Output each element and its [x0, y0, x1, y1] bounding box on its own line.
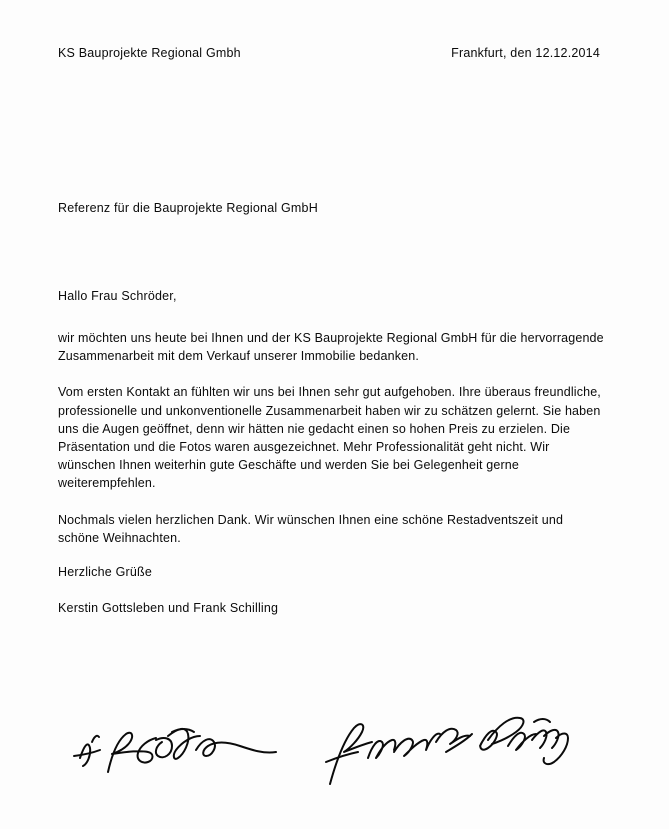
signature-block — [68, 706, 588, 796]
letter-body — [58, 329, 606, 615]
letter-subject: Referenz für die Bauprojekte Regional GmbH — [58, 201, 318, 215]
signature-images — [68, 706, 588, 796]
body-paragraph-1: wir möchten uns heute bei Ihnen und der KS Bauprojekte Regional GmbH für die hervorragende Zusammenarbeit mit dem Verkauf unserer Immobilie bedanken. — [58, 331, 604, 364]
letter-closing: Herzliche Grüße — [58, 565, 152, 580]
letter-header — [58, 46, 606, 60]
body-paragraph-3: Nochmals vielen herzlichen Dank. Wir wünschen Ihnen eine schöne Restadventszeit und schöne Weihnachten. — [58, 512, 564, 545]
letter-content — [58, 46, 618, 616]
letter-salutation: Hallo Frau Schröder, — [58, 289, 177, 303]
signature-kerstin-gottsleben — [74, 729, 276, 772]
body-paragraph-2: Vom ersten Kontakt an fühlten wir uns bei Ihnen sehr gut aufgehoben. Ihre überaus freundliche, professionelle und unkonventionelle Zusammenarbeit haben wir zu schätzen gelernt. Sie haben uns die Augen geöffnet, denn wir hätten nie gedacht einen so hohen Preis zu erzielen. Die Präsentation und die Fotos waren ausgezeichnet. Mehr Professionalität geht nicht. Wir wünschen Ihnen weiterhin gute Geschäfte und werden Sie bei Gelegenheit gerne weiterempfehlen. — [58, 385, 601, 491]
sender-company: KS Bauprojekte Regional Gmbh — [58, 46, 241, 60]
place-and-date: Frankfurt, den 12.12.2014 — [451, 46, 600, 60]
letter-signers: Kerstin Gottsleben und Frank Schilling — [58, 601, 279, 616]
signature-frank-schilling — [326, 718, 568, 784]
